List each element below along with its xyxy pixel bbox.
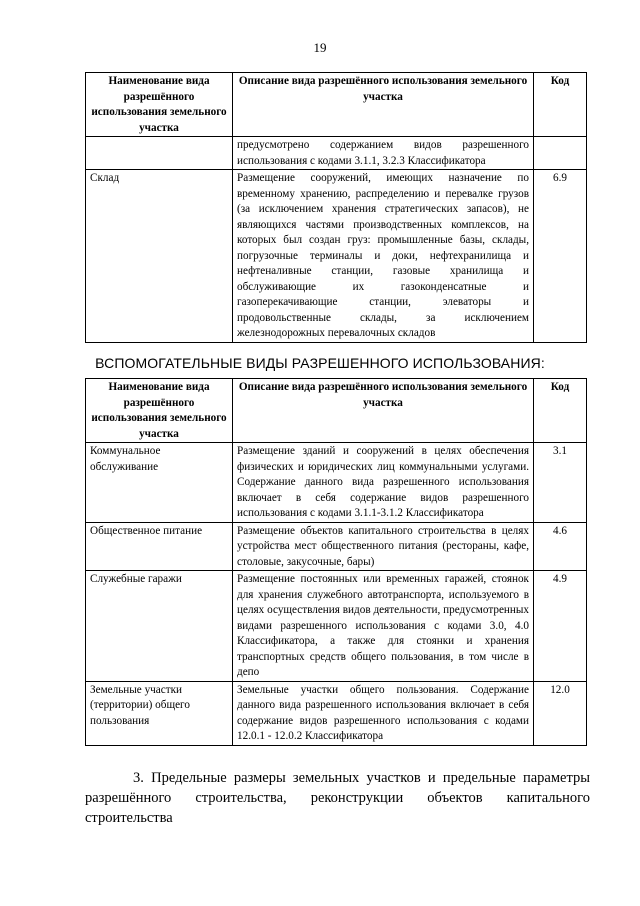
cell-name: Склад [86, 170, 233, 343]
header-code: Код [534, 73, 587, 137]
header-code: Код [534, 379, 587, 443]
table-row [86, 170, 587, 343]
permitted-use-table-main [85, 72, 587, 343]
cell-description: предусмотрено содержанием видов разрешенного использования с кодами 3.1.1, 3.2.3 Классификатора [233, 137, 534, 170]
cell-description: Размещение зданий и сооружений в целях обеспечения физических и юридических лиц коммунальными услугами. Содержание данного вида разрешенного использования включает в себя содержание видов разрешенного использования с кодами 3.1.1-3.1.2 Классификатора [233, 443, 534, 523]
cell-code: 6.9 [534, 170, 587, 343]
table-row [86, 681, 587, 745]
cell-code: 4.9 [534, 571, 587, 682]
table-row [86, 443, 587, 523]
closing-paragraph: 3. Предельные размеры земельных участков и предельные параметры разрешённого строительства, реконструкции объектов капитального строительства [85, 770, 590, 826]
section-title: ВСПОМОГАТЕЛЬНЫЕ ВИДЫ РАЗРЕШЕННОГО ИСПОЛЬЗОВАНИЯ: [95, 355, 545, 371]
cell-code: 4.6 [534, 522, 587, 571]
table-row [86, 571, 587, 682]
cell-name [86, 137, 233, 170]
table-header-row [86, 379, 587, 443]
cell-code: 12.0 [534, 681, 587, 745]
permitted-use-table-auxiliary [85, 378, 587, 746]
table-row [86, 522, 587, 571]
cell-description: Размещение постоянных или временных гаражей, стоянок для хранения служебного автотранспорта, используемого в целях осуществления видов деятельности, предусмотренных видами разрешенного использования с кодами 3.0, 4.0 Классификатора, а также для стоянки и хранения транспортных средств общего пользования, в том числе в депо [233, 571, 534, 682]
cell-description: Размещение объектов капитального строительства в целях устройства мест общественного питания (рестораны, кафе, столовые, закусочные, бары) [233, 522, 534, 571]
cell-description: Размещение сооружений, имеющих назначение по временному хранению, распределению и перевалке грузов (за исключением хранения стратегических запасов), не являющихся частями производственных комплексов, на которых был создан груз: промышленные базы, склады, погрузочные терминалы и доки, нефтехранилища и нефтеналивные станции, газовые хранилища и обслуживающие их газоконденсатные и газоперекачивающие станции, элеваторы и продовольственные склады, за исключением железнодорожных перевалочных складов [233, 170, 534, 343]
header-description: Описание вида разрешённого использования земельного участка [233, 73, 534, 137]
cell-name: Коммунальное обслуживание [86, 443, 233, 523]
cell-code [534, 137, 587, 170]
page-number: 19 [313, 40, 327, 55]
cell-code: 3.1 [534, 443, 587, 523]
header-name: Наименование вида разрешённого использования земельного участка [86, 379, 233, 443]
header-description: Описание вида разрешённого использования земельного участка [233, 379, 534, 443]
cell-name: Служебные гаражи [86, 571, 233, 682]
table-header-row [86, 73, 587, 137]
table-row [86, 137, 587, 170]
cell-name: Земельные участки (территории) общего пользования [86, 681, 233, 745]
cell-description: Земельные участки общего пользования. Содержание данного вида разрешенного использования включает в себя содержание видов разрешенного использования с кодами 12.0.1 - 12.0.2 Классификатора [233, 681, 534, 745]
header-name: Наименование вида разрешённого использования земельного участка [86, 73, 233, 137]
cell-name: Общественное питание [86, 522, 233, 571]
